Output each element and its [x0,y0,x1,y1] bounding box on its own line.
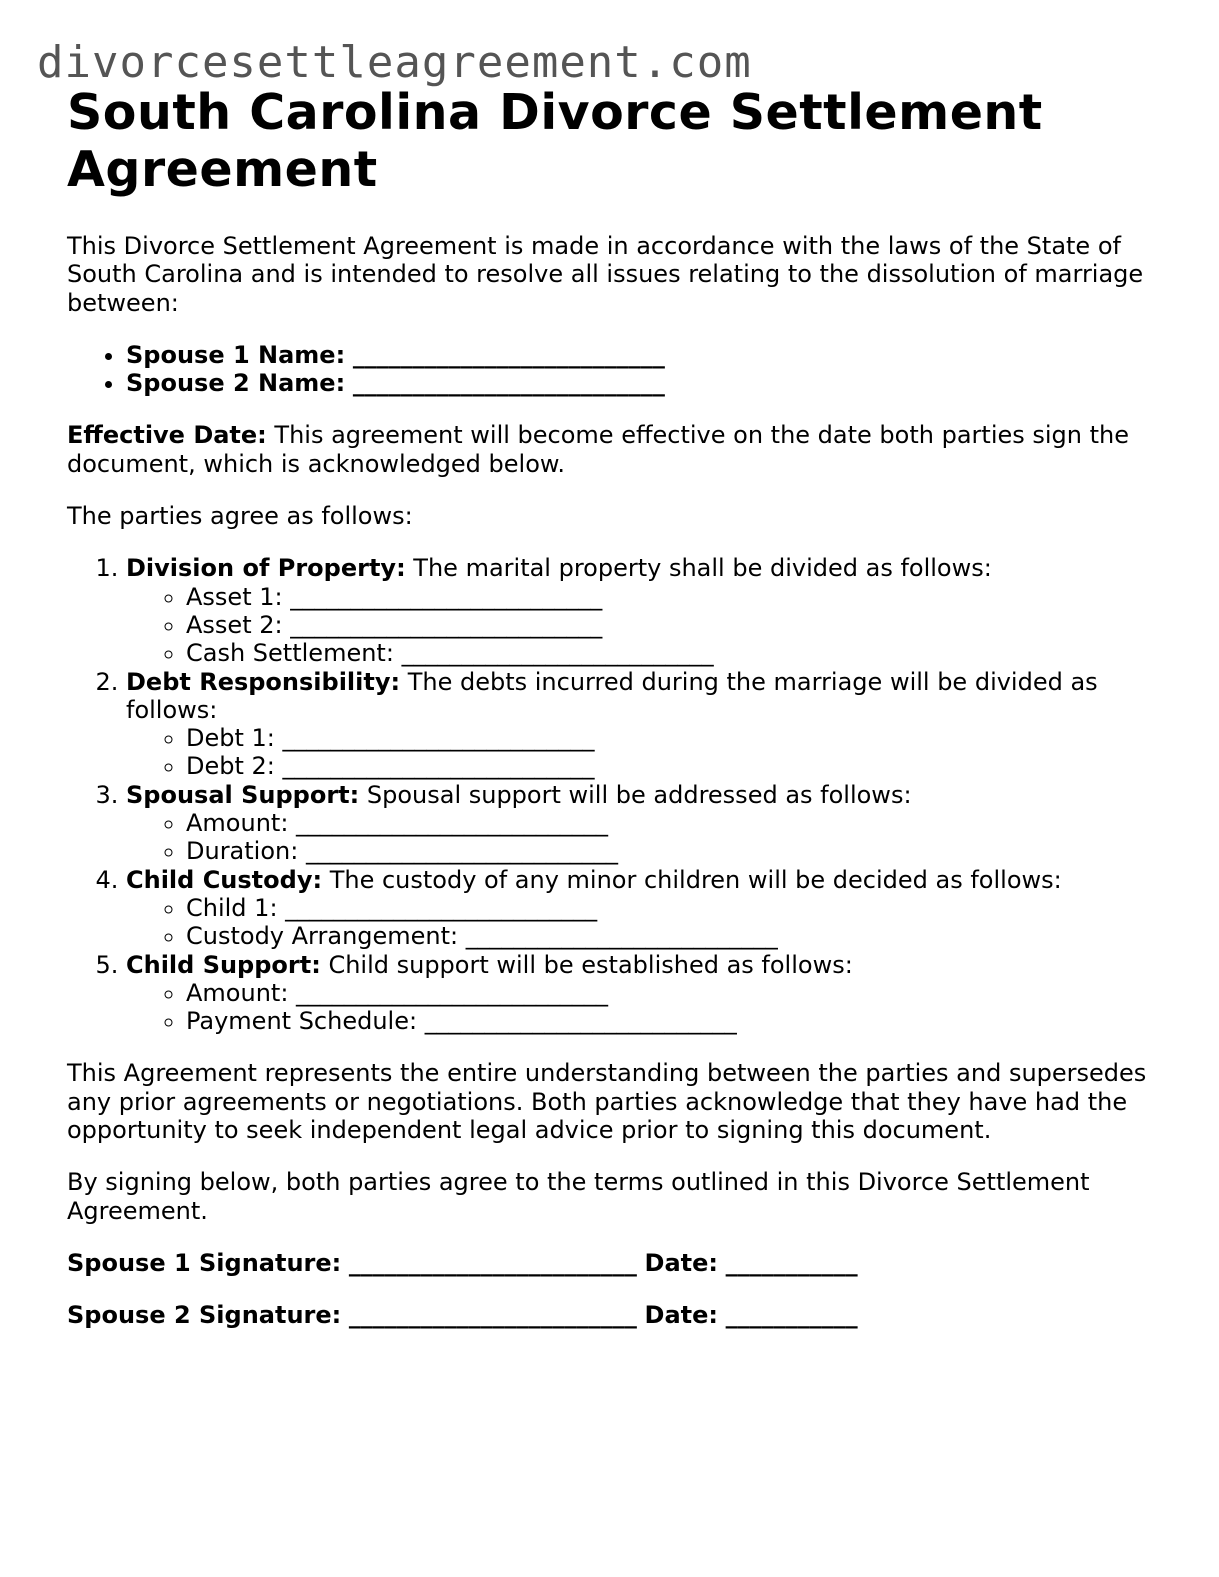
effective-date-label: Effective Date: [67,421,267,450]
sub-item-label: Cash Settlement: [186,639,394,668]
term-debt-responsibility [126,668,1157,781]
signature-field[interactable]: ________________________ [348,1301,637,1330]
sub-item [186,837,1157,865]
term-label: Debt Responsibility: [126,667,401,696]
sub-item [186,894,1157,922]
sub-item [186,979,1157,1007]
date-field[interactable]: ___________ [725,1248,858,1277]
sub-item-label: Amount: [186,978,289,1007]
term-text: The custody of any minor children will be decided as follows: [322,865,1062,894]
sub-item-label: Custody Arrangement: [186,922,459,951]
blank-field[interactable]: __________________________ [282,752,595,781]
spouse-2-name-label: Spouse 2 Name: [126,369,346,398]
sub-item-label: Debt 2: [186,752,275,781]
sub-item-label: Debt 1: [186,724,275,753]
signing-paragraph: By signing below, both parties agree to the terms outlined in this Divorce Settlement Agreement. [67,1168,1090,1225]
date-label: Date: [644,1301,719,1330]
sub-item [186,639,1157,667]
term-label: Spousal Support: [126,780,360,809]
blank-field[interactable]: __________________________ [424,1007,737,1036]
term-text: The marital property shall be divided as follows: [405,554,992,583]
sub-item-label: Asset 2: [186,610,283,639]
sub-item [186,752,1157,780]
date-field[interactable]: ___________ [725,1301,858,1330]
sub-item [186,809,1157,837]
spouse-name-list [67,341,1157,398]
blank-field[interactable]: __________________________ [305,837,618,866]
term-sub-list [126,583,1157,668]
sub-item-label: Asset 1: [186,582,283,611]
spouse-1-name-item [126,341,1157,369]
document-title: South Carolina Divorce Settlement Agreement [67,84,1043,198]
term-label: Child Custody: [126,865,323,894]
term-text: Child support will be established as follows: [320,950,853,979]
term-label: Division of Property: [126,554,406,583]
term-child-custody [126,866,1157,951]
term-text: The debts incurred during the marriage will be divided as follows: [126,667,1098,724]
effective-date-paragraph [67,421,1157,478]
watermark-site-name: divorcesettleagreement.com [37,37,752,88]
agree-intro: The parties agree as follows: [67,502,413,531]
term-sub-list [126,894,1157,951]
spouse-2-name-field[interactable]: __________________________ [352,369,665,398]
signature-field[interactable]: ________________________ [348,1248,637,1277]
sub-item [186,611,1157,639]
closing-paragraph: This Agreement represents the entire understanding between the parties and supersedes any prior agreements or negotiations. Both parties acknowledge that they have had the opportunity to seek independent legal advice prior to signing this document. [67,1059,1147,1145]
blank-field[interactable]: __________________________ [296,809,609,838]
term-sub-list [126,979,1157,1036]
term-child-support [126,951,1157,1036]
blank-field[interactable]: __________________________ [401,639,714,668]
date-label: Date: [644,1248,719,1277]
sub-item-label: Payment Schedule: [186,1007,418,1036]
sub-item-label: Amount: [186,809,289,838]
effective-date-text: This agreement will become effective on the date both parties sign the document, which is acknowledged below. [67,421,1130,478]
term-label: Child Support: [126,950,321,979]
spouse-1-signature-line [67,1249,1157,1277]
blank-field[interactable]: __________________________ [285,893,598,922]
spouse-1-name-field[interactable]: __________________________ [352,340,665,369]
blank-field[interactable]: __________________________ [465,922,778,951]
term-text: Spousal support will be addressed as follows: [359,780,912,809]
sub-item [186,1007,1157,1035]
term-division-of-property [126,554,1157,667]
sub-item-label: Child 1: [186,893,278,922]
blank-field[interactable]: __________________________ [296,978,609,1007]
spouse-1-name-label: Spouse 1 Name: [126,340,346,369]
term-sub-list [126,724,1157,781]
signature-label: Spouse 1 Signature: [67,1248,342,1277]
term-spousal-support [126,781,1157,866]
signature-label: Spouse 2 Signature: [67,1301,342,1330]
intro-paragraph: This Divorce Settlement Agreement is made in accordance with the laws of the State of South Carolina and is intended to resolve all issues relating to the dissolution of marriage between: [67,232,1144,317]
spouse-2-name-item [126,369,1157,397]
spouse-2-signature-line [67,1301,1157,1329]
sub-item-label: Duration: [186,837,299,866]
blank-field[interactable]: __________________________ [290,582,603,611]
term-sub-list [126,809,1157,866]
sub-item [186,922,1157,950]
sub-item [186,724,1157,752]
terms-list [67,554,1157,1035]
document-page [67,84,1157,1330]
sub-item [186,583,1157,611]
blank-field[interactable]: __________________________ [290,610,603,639]
blank-field[interactable]: __________________________ [282,724,595,753]
